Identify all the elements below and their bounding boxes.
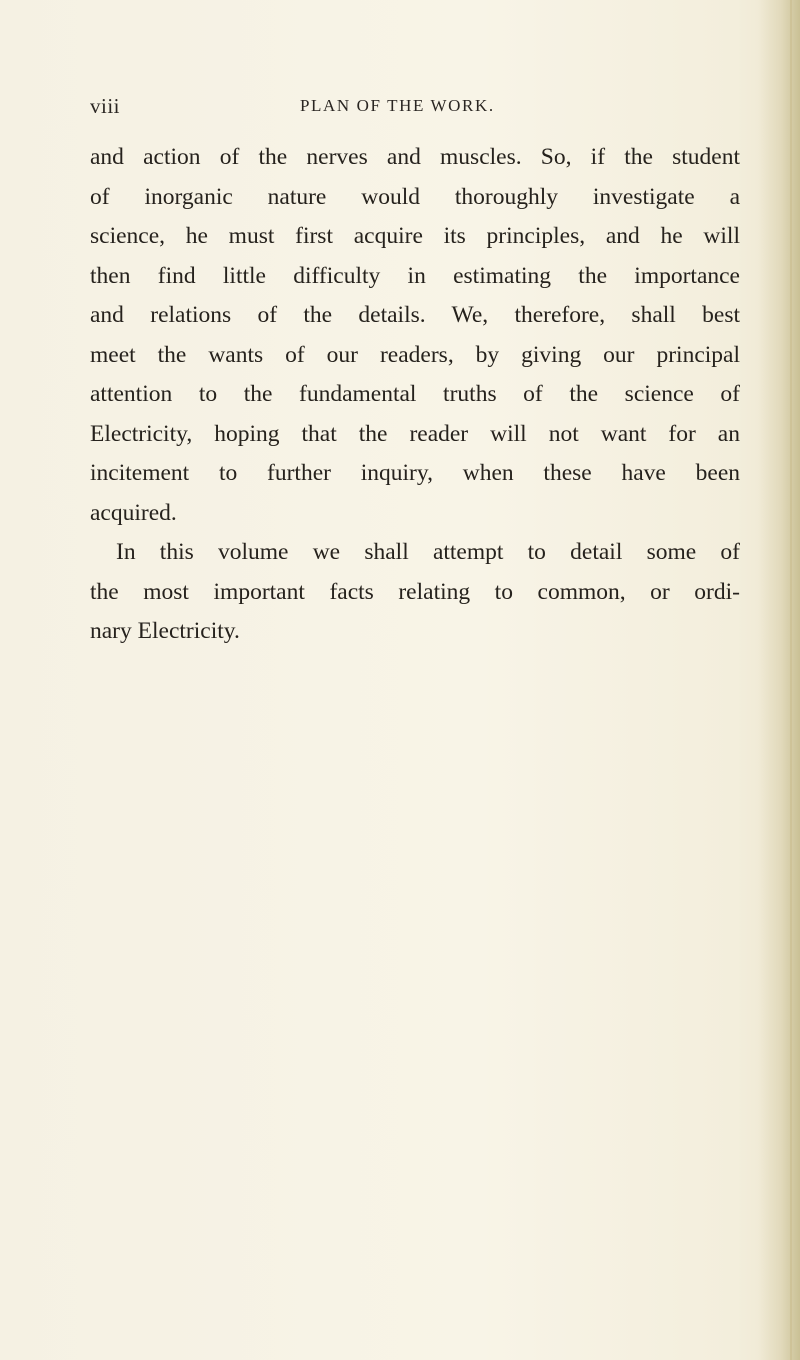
page-edge-shadow: [758, 0, 800, 1360]
text-line: science, he must first acquire its principles, and he will: [90, 223, 740, 249]
text-line: and action of the nerves and muscles. So, if the student: [90, 144, 740, 170]
text-line: attention to the fundamental truths of the science of: [90, 381, 740, 407]
text-line: of inorganic nature would thoroughly investigate a: [90, 183, 740, 210]
text-line: meet the wants of our readers, by giving our principal: [90, 341, 740, 368]
text-line: the most important facts relating to common, or ordi-: [90, 578, 740, 605]
text-line: acquired.: [90, 499, 177, 526]
text-line: Electricity, hoping that the reader will not want for an: [90, 420, 740, 447]
text-line: and relations of the details. We, therefore, shall best: [90, 302, 740, 328]
body-text: [90, 138, 740, 652]
page-number: viii: [90, 94, 121, 118]
running-title: PLAN OF THE WORK.: [300, 96, 495, 115]
text-line: incitement to further inquiry, when these have been: [90, 460, 740, 486]
text-line: then find little difficulty in estimating the importance: [90, 262, 740, 289]
page-edge-line: [790, 0, 792, 1360]
running-head: [90, 94, 750, 120]
text-line: nary Electricity.: [90, 618, 240, 644]
text-line-paragraph-start: In this volume we shall attempt to detail some of: [116, 539, 740, 565]
